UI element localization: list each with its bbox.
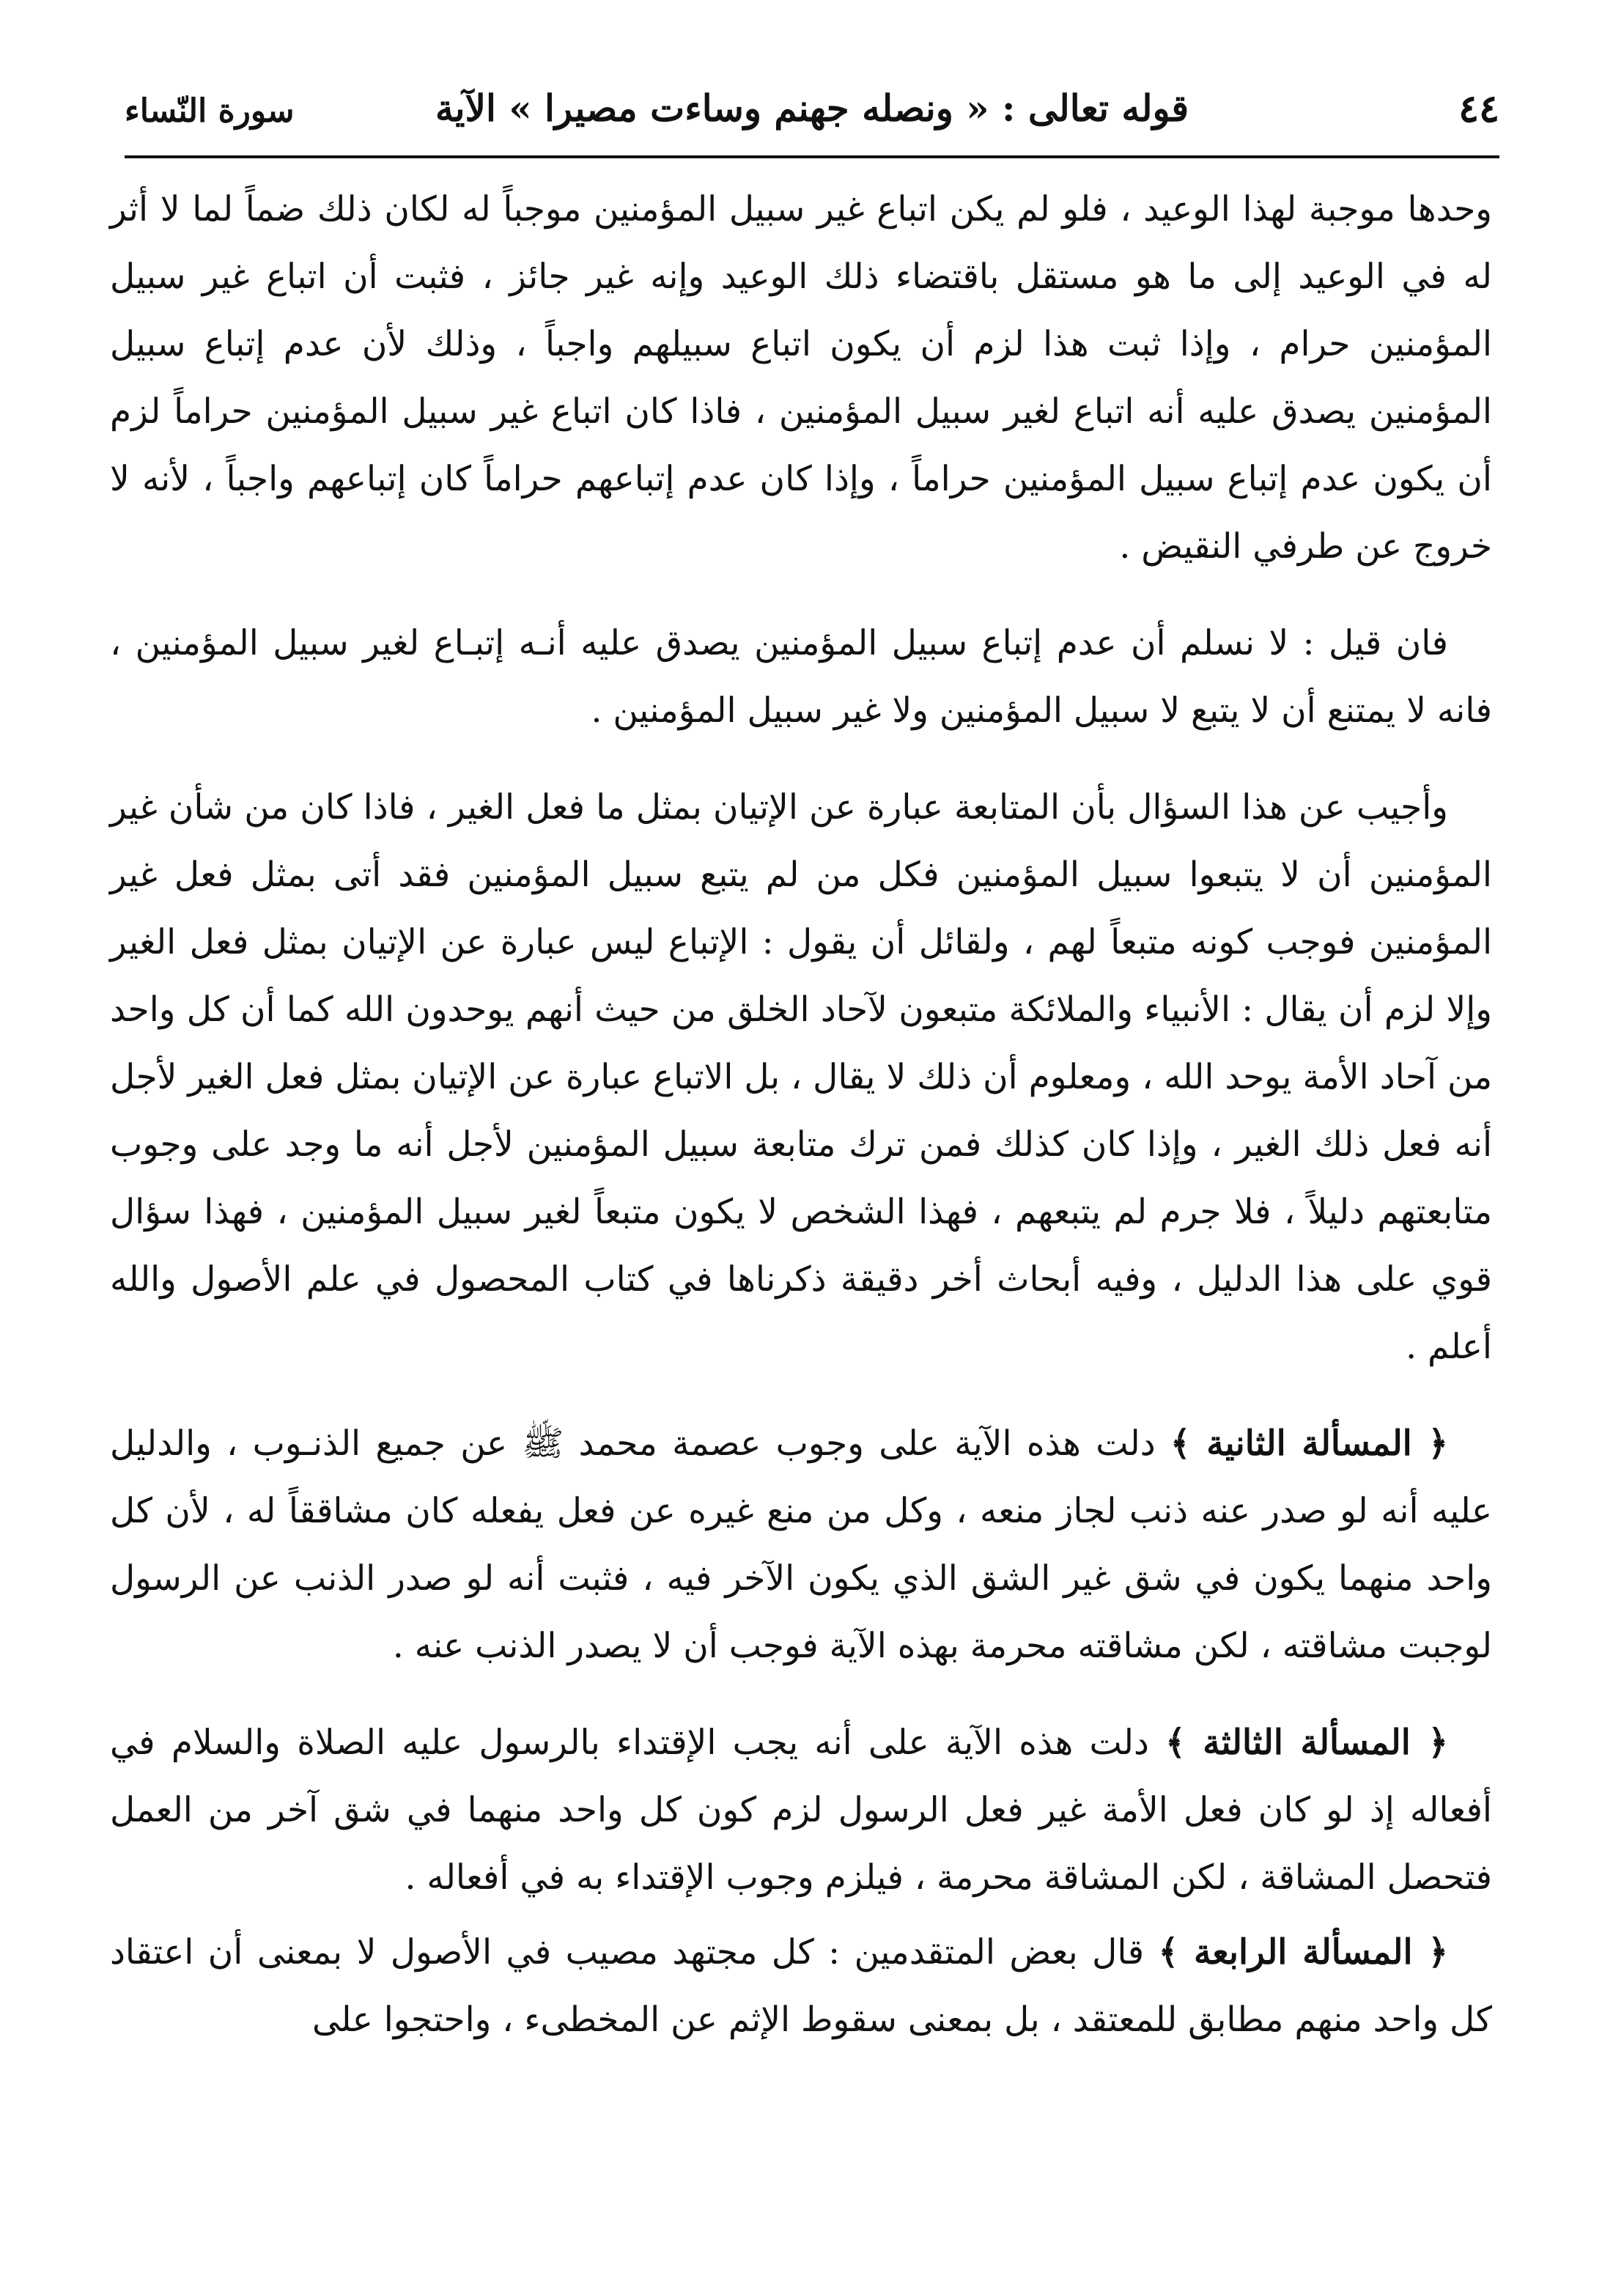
running-title: قوله تعالى : « ونصله جهنم وساءت مصيرا » الآية [435,86,1189,130]
paragraph-5-text: دلت هذه الآية على أنه يجب الإقتداء بالرسول عليه الصلاة والسلام في أفعاله إذ لو كان فعل الأمة غير فعل الرسول لزم كون كل واحد منهما في شق آخر من العمل فتحصل المشاقة ، لكن المشاقة محرمة ، فيلزم وجوب الإقتداء به في أفعاله . [110,1723,1492,1898]
paragraph-3-text: وأجيب عن هذا السؤال بأن المتابعة عبارة عن الإتيان بمثل ما فعل الغير ، فاذا كان من شأن غير المؤمنين أن لا يتبعوا سبيل المؤمنين فكل من لم يتبع سبيل المؤمنين فقد أتى بمثل فعل غير المؤمنين فوجب كونه متبعاً لهم ، ولقائل أن يقول : الإتباع ليس عبارة عن الإتيان بمثل فعل الغير وإلا لزم أن يقال : الأنبياء والملائكة متبعون لآحاد الخلق من حيث أنهم يوحدون الله كما أن كل واحد من آحاد الأمة يوحد الله ، ومعلوم أن ذلك لا يقال ، بل الاتباع عبارة عن الإتيان بمثل فعل الغير لأجل أنه فعل ذلك الغير ، وإذا كان كذلك فمن ترك متابعة سبيل المؤمنين لأجل أنه ما وجد على وجوب متابعتهم دليلاً ، فلا جرم لم يتبعهم ، فهذا الشخص لا يكون متبعاً لغير سبيل المؤمنين ، فهذا سؤال قوي على هذا الدليل ، وفيه أبحاث أخر دقيقة ذكرناها في كتاب المحصول في علم الأصول والله أعلم . [110,787,1492,1367]
issue-heading-4: ﴿ المسألة الرابعة ﴾ [1158,1932,1448,1972]
paragraph-2 [110,610,1492,745]
header-rule [125,155,1499,158]
paragraph-1 [110,176,1492,581]
paragraph-4-text: دلت هذه الآية على وجوب عصمة محمد ﷺ عن جميع الذنـوب ، والدليل عليه أنه لو صدر عنه ذنب لجاز منعه ، وكل من منع غيره عن فعل يفعله كان مشاققاً له ، لأن كل واحد منهما يكون في شق غير الشق الذي يكون الآخر فيه ، فثبت أنه لو صدر الذنب عن الرسول لوجبت مشاقته ، لكن مشاقته محرمة بهذه الآية فوجب أن لا يصدر الذنب عنه . [110,1423,1492,1666]
paragraph-2-text: فان قيل : لا نسلم أن عدم إتباع سبيل المؤمنين يصدق عليه أنـه إتبـاع لغير سبيل المؤمنين ، فانه لا يمتنع أن لا يتبع لا سبيل المؤمنين ولا غير سبيل المؤمنين . [110,623,1492,731]
paragraph-5 [110,1709,1492,1912]
issue-heading-2: ﴿ المسألة الثانية ﴾ [1170,1423,1449,1464]
surah-name: سورة النّساء [125,92,295,130]
paragraph-3 [110,774,1492,1381]
page-header [125,82,1499,148]
paragraph-1-text: وحدها موجبة لهذا الوعيد ، فلو لم يكن اتباع غير سبيل المؤمنين موجباً له لكان ذلك ضماً لما لا أثر له في الوعيد إلى ما هو مستقل باقتضاء ذلك الوعيد وإنه غير جائز ، فثبت أن اتباع غير سبيل المؤمنين حرام ، وإذا ثبت هذا لزم أن يكون اتباع سبيلهم واجباً ، وذلك لأن عدم إتباع سبيل المؤمنين يصدق عليه أنه اتباع لغير سبيل المؤمنين ، فاذا كان اتباع غير سبيل المؤمنين حراماً لزم أن يكون عدم إتباع سبيل المؤمنين حراماً ، وإذا كان عدم إتباعهم حراماً كان إتباعهم واجباً ، لأنه لا خروج عن طرفي النقيض . [110,189,1492,567]
page-number: ٤٤ [1458,86,1499,131]
issue-heading-3: ﴿ المسألة الثالثة ﴾ [1165,1723,1448,1763]
paragraph-6-text: قال بعض المتقدمين : كل مجتهد مصيب في الأصول لا بمعنى أن اعتقاد كل واحد منهم مطابق للمعتقد ، بل بمعنى سقوط الإثم عن المخطىء ، واحتجوا على [110,1932,1492,2040]
paragraph-4 [110,1410,1492,1680]
paragraph-6 [110,1919,1492,2054]
page-body [110,176,1492,2083]
